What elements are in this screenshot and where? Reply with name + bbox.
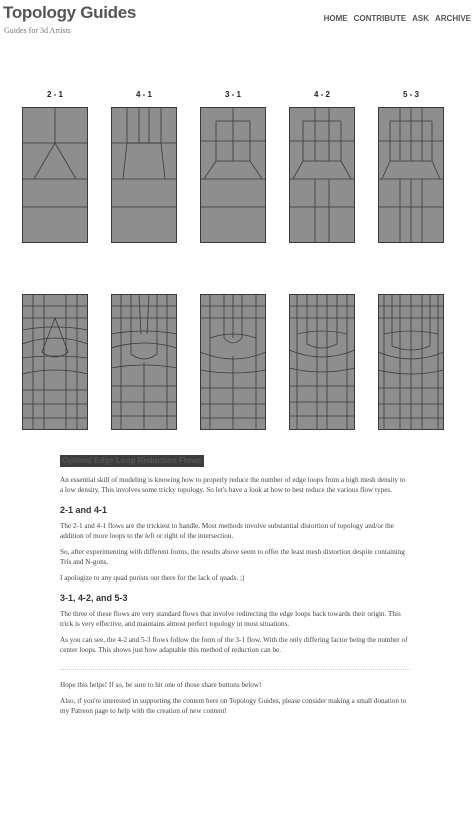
section1-paragraph-3: I apologize to any quad purists out there for the lack of quads. ;)	[60, 574, 245, 582]
site-tagline: Guides for 3d Artists	[4, 26, 71, 35]
figure-label-4-1: 4 - 1	[135, 90, 152, 99]
mesh-4-1-simple	[111, 107, 177, 243]
section2-paragraph-2: As you can see, the 4-2 and 5-3 flows follow the form of the 3-1 flow. With the only differing factor being the number of center loops. This shows just how adaptable this method of reduction can be.	[60, 636, 408, 654]
nav-contribute[interactable]: CONTRIBUTE	[353, 14, 407, 23]
mesh-3-1-detailed	[200, 294, 266, 430]
figure-label-2-1: 2 - 1	[46, 90, 63, 99]
footer-paragraph-2: Also, if you're interested in supporting the content here on Topology Guides, please consider making a small donation to my Patreon page to help with the creation of new content!	[60, 697, 407, 715]
footer-paragraph-1: Hope this helps! If so, be sure to hit one of those share buttons below!	[60, 681, 262, 689]
section1-paragraph-1: The 2-1 and 4-1 flows are the trickiest to handle. Most methods involve substantial distortion of topology and/or the addition of more loops to the left or right of the intersection.	[60, 522, 394, 540]
mesh-4-1-detailed	[111, 294, 177, 430]
nav-ask[interactable]: ASK	[412, 14, 429, 23]
article-highlight-title: Optimal Edge Loop Reduction Flows	[62, 456, 202, 465]
section-heading-3-1-4-2-5-3: 3-1, 4-2, and 5-3	[60, 593, 128, 603]
nav-archive[interactable]: ARCHIVE	[434, 14, 471, 23]
section2-paragraph-1: The three of these flows are very standard flows that involve redirecting the edge loops back towards their origin. This trick is very effective, and maintains almost perfect topology in most situations.	[60, 610, 401, 628]
section1-paragraph-2: So, after experimenting with different forms, the results above seem to offer the least mesh distortion despite containing Tris and N-gons.	[60, 548, 405, 566]
figure-label-5-3: 5 - 3	[402, 90, 419, 99]
mesh-4-2-detailed	[289, 294, 355, 430]
mesh-2-1-simple	[22, 107, 88, 243]
site-title[interactable]: Topology Guides	[3, 3, 137, 22]
main-nav	[324, 14, 471, 23]
topology-figure	[18, 90, 458, 435]
mesh-2-1-detailed	[22, 294, 88, 430]
figure-label-3-1: 3 - 1	[224, 90, 241, 99]
mesh-4-2-simple	[289, 107, 355, 243]
mesh-5-3-simple	[378, 107, 444, 243]
article-body	[60, 455, 410, 722]
nav-home[interactable]: HOME	[323, 14, 348, 23]
content-divider	[60, 669, 410, 670]
section-heading-2-1-4-1: 2-1 and 4-1	[60, 505, 108, 515]
mesh-3-1-simple	[200, 107, 266, 243]
mesh-5-3-detailed	[378, 294, 444, 430]
figure-label-4-2: 4 - 2	[313, 90, 330, 99]
article-intro: An essential skill of modeling is knowing how to properly reduce the number of edge loops from a high mesh density to a low density. This involves some tricky topology. So let's have a look at how to best reduce the various flow types.	[60, 476, 406, 494]
site-header	[0, 0, 474, 44]
